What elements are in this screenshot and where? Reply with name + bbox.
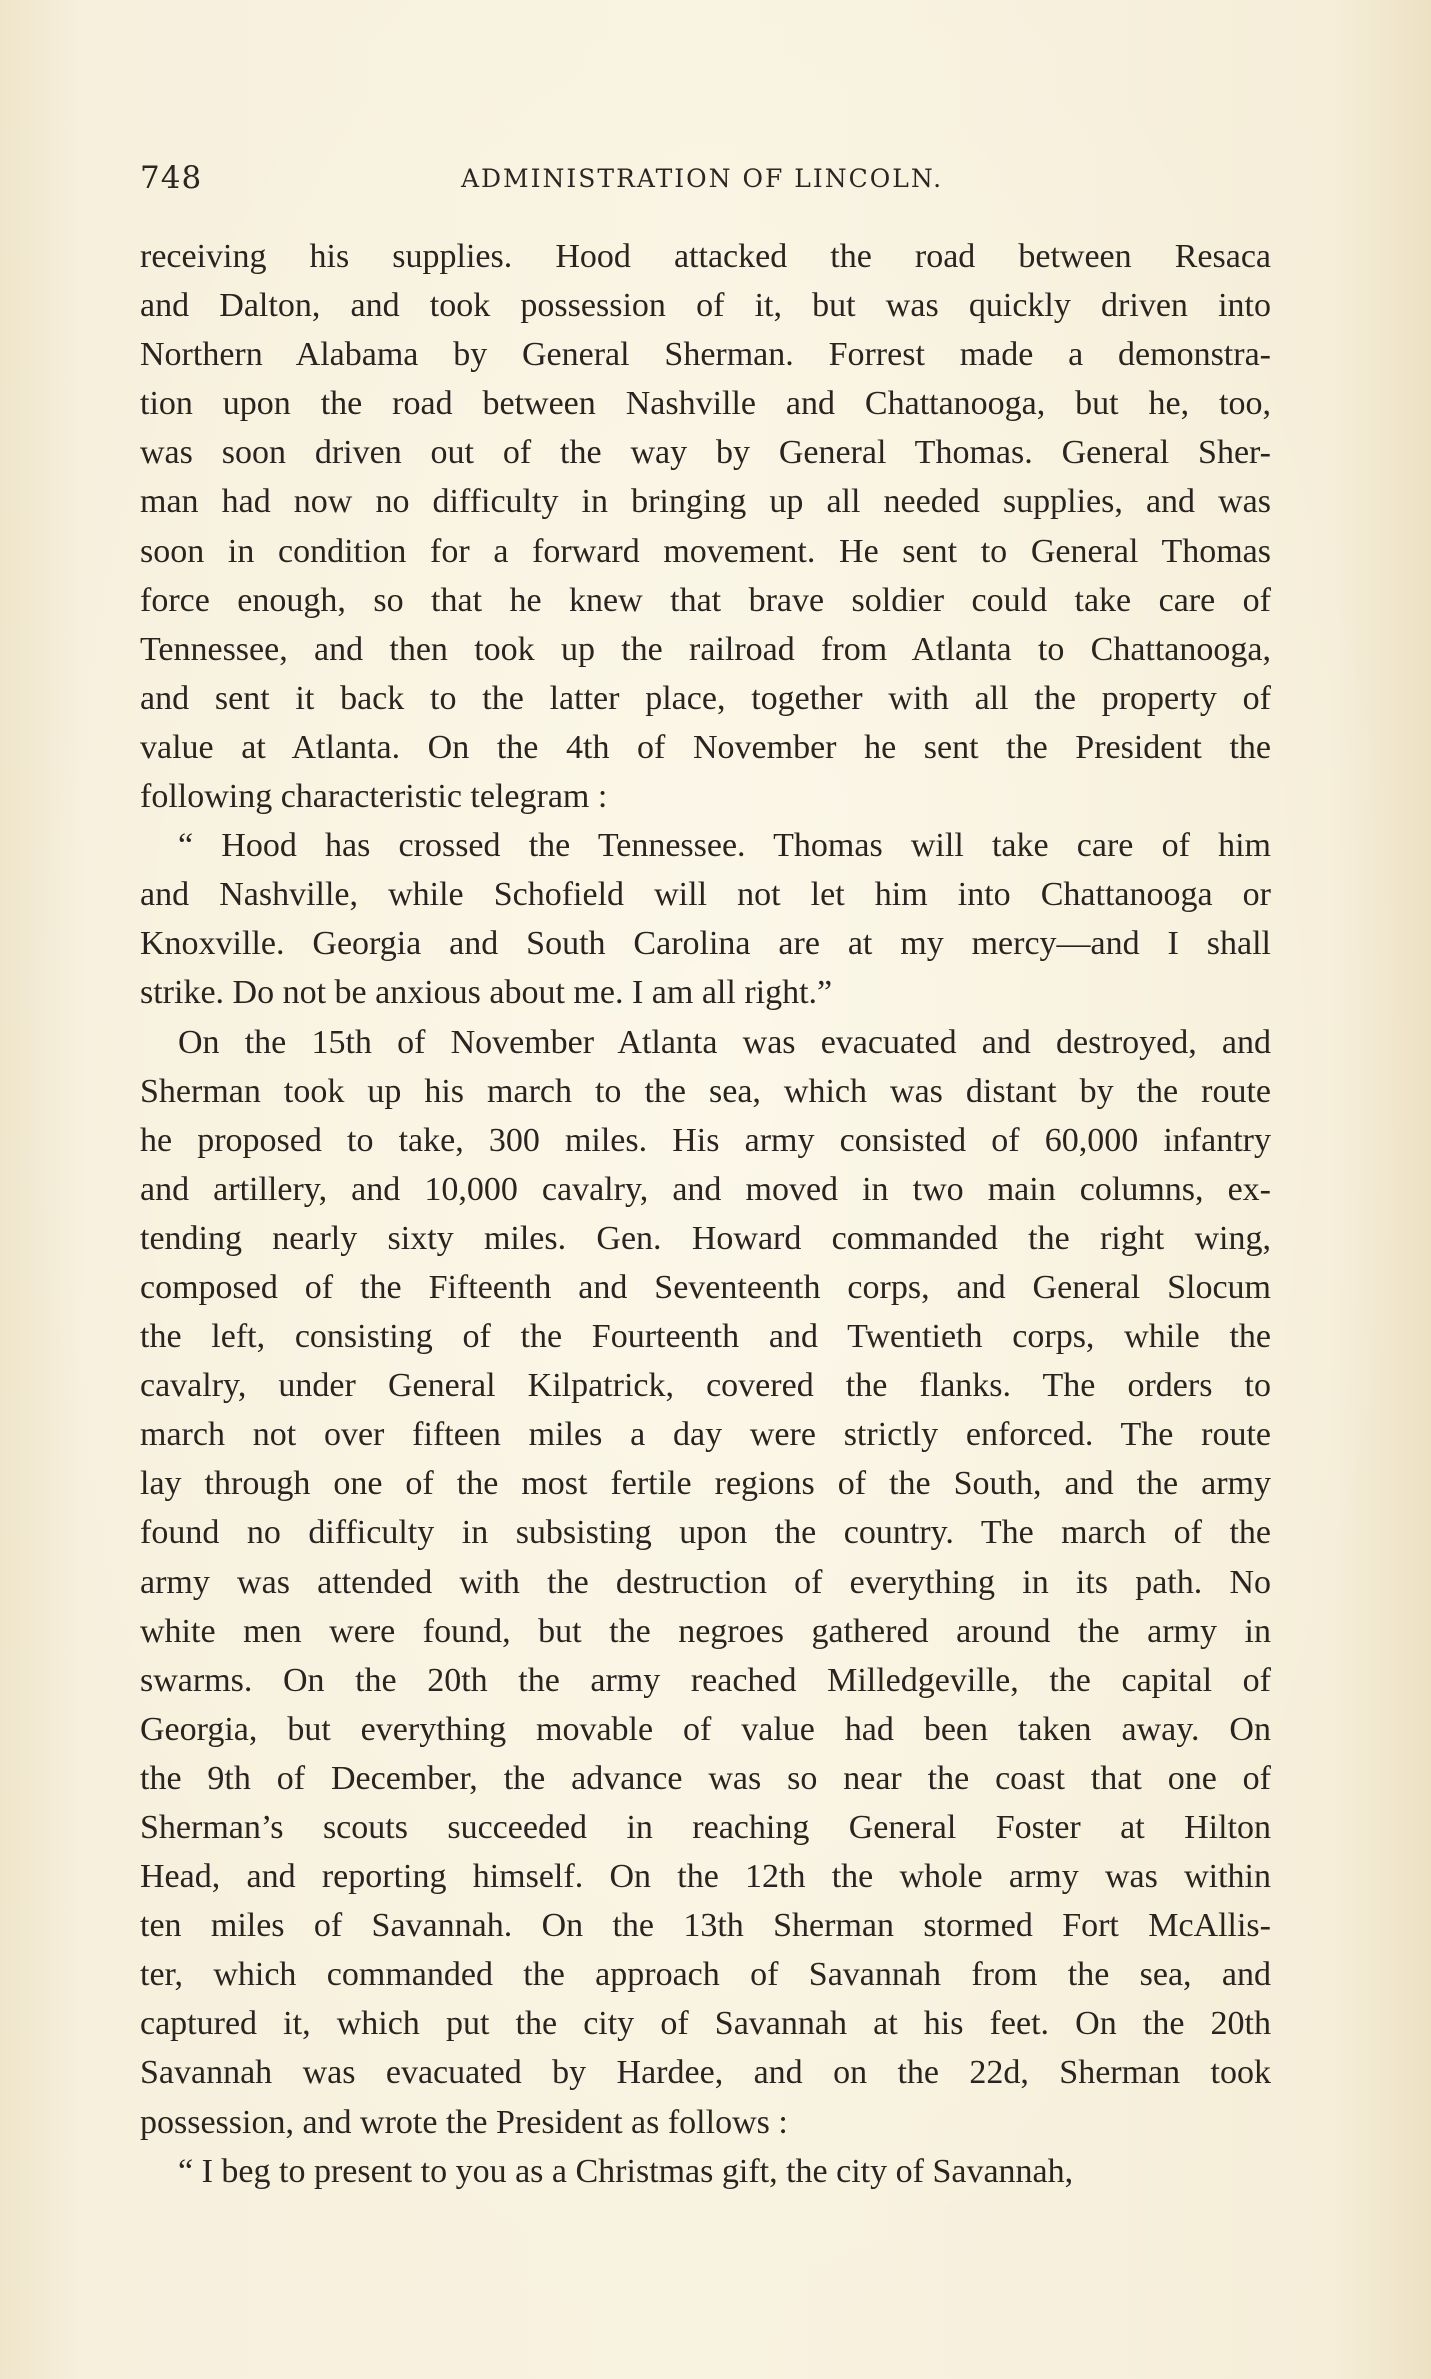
text-line: found no difficulty in subsisting upon the country. The march of the <box>140 1514 1271 1552</box>
text-line: tion upon the road between Nashville and Chattanooga, but he, too, <box>140 385 1271 423</box>
text-line: army was attended with the destruction of everything in its path. No <box>140 1563 1271 1601</box>
text-line: On the 15th of November Atlanta was evacuated and destroyed, and <box>178 1023 1271 1061</box>
text-line: ter, which commanded the approach of Savannah from the sea, and <box>140 1956 1271 1994</box>
page-number: 748 <box>140 160 203 196</box>
text-line: he proposed to take, 300 miles. His army consisted of 60,000 infantry <box>140 1121 1271 1159</box>
text-line: composed of the Fifteenth and Seventeenth corps, and General Slocum <box>140 1268 1271 1306</box>
text-line: and sent it back to the latter place, together with all the property of <box>140 679 1271 717</box>
text-line: possession, and wrote the President as follows : <box>140 2103 788 2141</box>
text-line: march not over fifteen miles a day were strictly enforced. The route <box>140 1416 1271 1454</box>
text-line: white men were found, but the negroes gathered around the army in <box>140 1612 1271 1650</box>
text-line: Northern Alabama by General Sherman. Forrest made a demonstra- <box>140 336 1271 374</box>
text-line: Sherman’s scouts succeeded in reaching General Foster at Hilton <box>140 1809 1271 1846</box>
text-line: the 9th of December, the advance was so near the coast that one of <box>140 1759 1271 1797</box>
text-line: force enough, so that he knew that brave soldier could take care of <box>140 581 1271 619</box>
text-line: cavalry, under General Kilpatrick, covered the flanks. The orders to <box>140 1367 1271 1405</box>
text-line: and Nashville, while Schofield will not let him into Chattanooga or <box>140 876 1271 914</box>
text-line: receiving his supplies. Hood attacked the road between Resaca <box>140 238 1271 275</box>
text-line: Sherman took up his march to the sea, which was distant by the route <box>140 1072 1271 1110</box>
text-line: Head, and reporting himself. On the 12th the whole army was within <box>140 1858 1271 1896</box>
text-line: lay through one of the most fertile regions of the South, and the army <box>140 1465 1271 1503</box>
text-line: tending nearly sixty miles. Gen. Howard commanded the right wing, <box>140 1219 1271 1257</box>
text-line: was soon driven out of the way by General Thomas. General Sher- <box>140 434 1271 472</box>
text-line: “ Hood has crossed the Tennessee. Thomas will take care of him <box>178 827 1271 865</box>
text-line: soon in condition for a forward movement. He sent to General Thomas <box>140 532 1271 570</box>
text-line: value at Atlanta. On the 4th of November he sent the President the <box>140 728 1271 766</box>
text-line: and Dalton, and took possession of it, but was quickly driven into <box>140 287 1271 325</box>
text-line: following characteristic telegram : <box>140 778 608 816</box>
text-line: and artillery, and 10,000 cavalry, and moved in two main columns, ex- <box>140 1170 1271 1208</box>
text-line: swarms. On the 20th the army reached Milledgeville, the capital of <box>140 1661 1271 1699</box>
text-line: captured it, which put the city of Savannah at his feet. On the 20th <box>140 2005 1271 2043</box>
body-text <box>140 232 1271 2196</box>
text-line: Knoxville. Georgia and South Carolina are at my mercy—and I shall <box>140 925 1271 963</box>
text-line: “ I beg to present to you as a Christmas gift, the city of Savannah, <box>178 2152 1074 2190</box>
text-line: strike. Do not be anxious about me. I am all right.” <box>140 974 833 1012</box>
text-line: Georgia, but everything movable of value had been taken away. On <box>140 1710 1271 1748</box>
page-header <box>140 160 1264 206</box>
running-head: ADMINISTRATION OF LINCOLN. <box>460 164 944 193</box>
text-line: Savannah was evacuated by Hardee, and on the 22d, Sherman took <box>140 2054 1271 2092</box>
text-line: ten miles of Savannah. On the 13th Sherman stormed Fort McAllis- <box>140 1907 1271 1945</box>
text-line: the left, consisting of the Fourteenth and Twentieth corps, while the <box>140 1318 1271 1356</box>
text-line: Tennessee, and then took up the railroad from Atlanta to Chattanooga, <box>140 630 1271 668</box>
text-line: man had now no difficulty in bringing up all needed supplies, and was <box>140 483 1271 521</box>
